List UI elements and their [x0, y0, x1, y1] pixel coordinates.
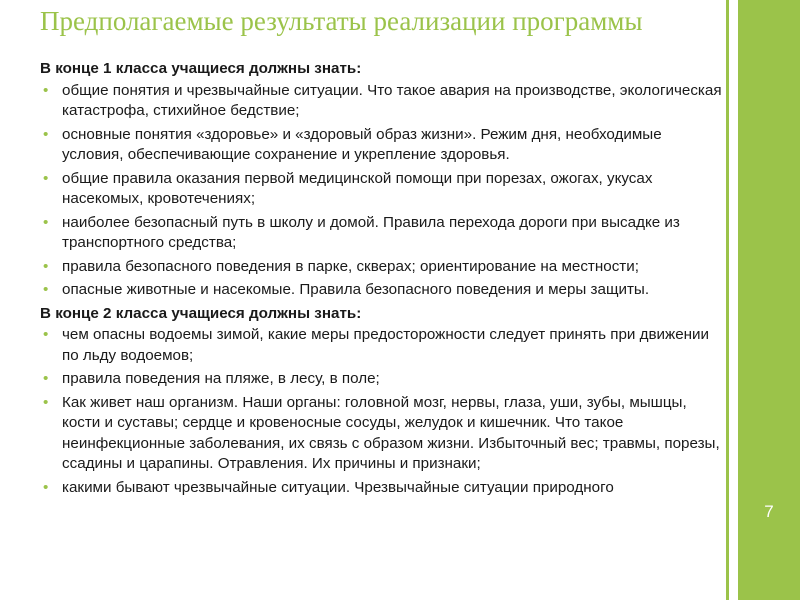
list-item-text: основные понятия «здоровье» и «здоровый образ жизни». Режим дня, необходимые условия, обеспечивающие сохранение и укрепление здоровья.	[62, 125, 662, 163]
section-heading-grade-2: В конце 2 класса учащиеся должны знать:	[40, 304, 362, 322]
list-item	[40, 81, 726, 122]
bullet-icon: •	[43, 257, 49, 275]
list-item-text: правила поведения на пляже, в лесу, в поле;	[62, 370, 380, 387]
bullet-icon: •	[43, 370, 49, 387]
bullet-icon: •	[43, 169, 49, 187]
bullet-icon: •	[43, 478, 49, 496]
list-item	[40, 478, 726, 499]
bullet-icon: •	[43, 125, 49, 143]
bullet-icon: •	[43, 81, 49, 99]
bullet-icon: •	[43, 326, 49, 343]
list-item-text: чем опасны водоемы зимой, какие меры предосторожности следует принять при движении по льду водоемов;	[62, 326, 710, 364]
slide-title: Предполагаемые результаты реализации программы	[40, 6, 643, 36]
bullet-list-grade-1	[40, 81, 726, 301]
list-item	[40, 280, 726, 301]
bullet-icon: •	[43, 281, 49, 298]
list-item-text: Как живет наш организм. Наши органы: головной мозг, нервы, глаза, уши, зубы, мышцы, кости и суставы; сердце и кровеносные сосуды, желудок и кишечник. Что такое неинфекционные заболевания, их связь с образом жизни. Избыточный вес; травмы, порезы, ссадины и царапины. Отравления. Их причины и признаки;	[62, 393, 720, 472]
list-item-text: наиболее безопасный путь в школу и домой. Правила перехода дороги при высадке из транспортного средства;	[62, 213, 680, 251]
bullet-icon: •	[43, 213, 49, 231]
list-item-text: правила безопасного поведения в парке, скверах; ориентирование на местности;	[62, 257, 639, 275]
list-item	[40, 369, 726, 390]
bullet-icon: •	[43, 393, 49, 411]
list-item	[40, 325, 726, 366]
page-number: 7	[764, 502, 774, 521]
bullet-list-grade-2	[40, 325, 726, 498]
list-item	[40, 169, 726, 210]
list-item	[40, 213, 726, 254]
list-item	[40, 393, 726, 475]
list-item	[40, 257, 726, 278]
slide-content	[40, 58, 726, 501]
list-item	[40, 125, 726, 166]
side-accent-rule	[726, 0, 729, 600]
list-item-text: общие понятия и чрезвычайные ситуации. Что такое авария на производстве, экологическая катастрофа, стихийное бедствие;	[62, 81, 722, 119]
list-item-text: общие правила оказания первой медицинской помощи при порезах, ожогах, укусах насекомых, кровотечениях;	[62, 169, 653, 207]
list-item-text: опасные животные и насекомые. Правила безопасного поведения и меры защиты.	[62, 281, 650, 298]
section-heading-grade-1: В конце 1 класса учащиеся должны знать:	[40, 60, 362, 77]
list-item-text: какими бывают чрезвычайные ситуации. Чрезвычайные ситуации природного	[62, 478, 614, 496]
